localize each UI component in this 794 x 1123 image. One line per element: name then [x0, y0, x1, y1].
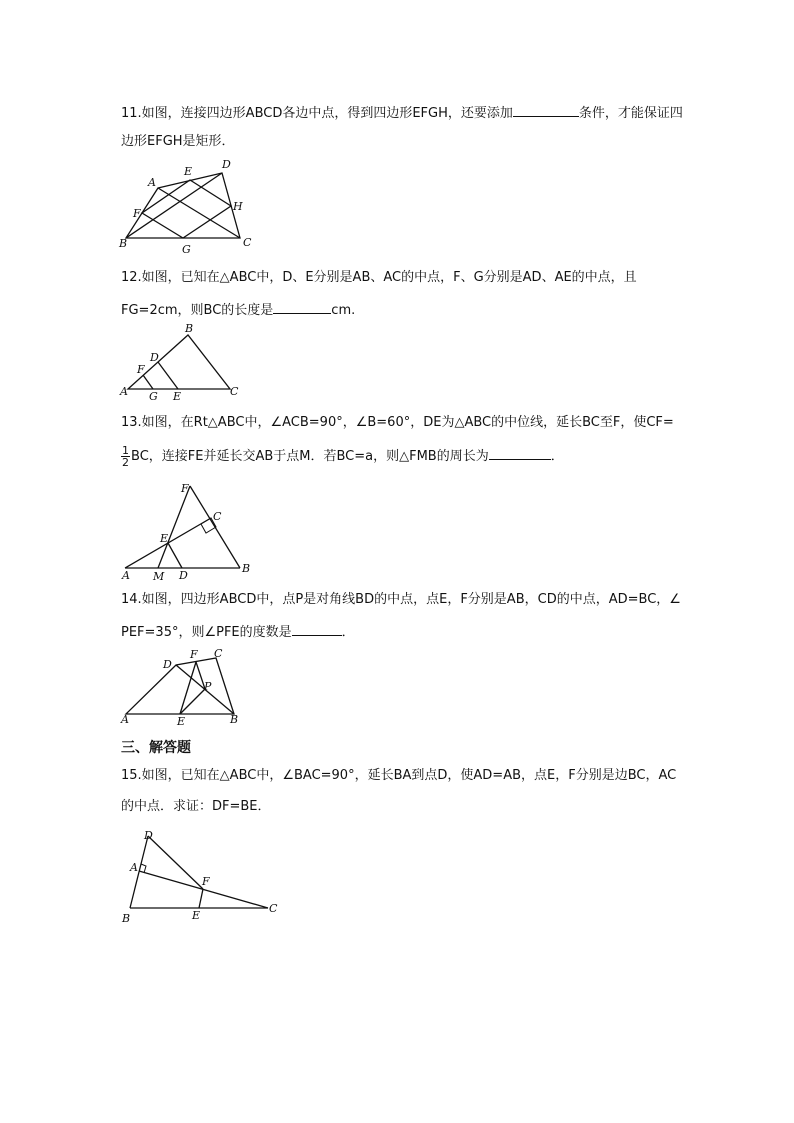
- q15-segment-fe: [199, 889, 203, 908]
- q13-label-m: M: [153, 570, 165, 583]
- q11-label-g: G: [182, 243, 191, 256]
- q12-label-f: F: [137, 363, 145, 376]
- q12-label-a: A: [120, 385, 128, 398]
- q12-answer-blank[interactable]: [273, 301, 331, 314]
- q11-label-d: D: [222, 158, 231, 171]
- q13-answer-blank[interactable]: [489, 447, 551, 460]
- q11-label-a: A: [148, 176, 156, 189]
- q12-label-g: G: [149, 390, 158, 403]
- q14-label-b: B: [230, 713, 239, 726]
- q13-fraction: [121, 445, 130, 468]
- q13-frac-denominator: 2: [122, 456, 129, 469]
- q14-label-a: A: [121, 713, 129, 726]
- q14-label-c: C: [214, 647, 223, 660]
- q14-text2: PEF=35°，则∠PFE的度数是: [121, 625, 292, 640]
- q13-segment-ed: [168, 543, 182, 568]
- q13-label-c: C: [213, 510, 222, 523]
- q13-line1: 13.如图，在Rt△ABC中，∠ACB=90°，∠B=60°，DE为△ABC的中位线，延长BC至F，使CF=: [121, 415, 674, 430]
- q14-label-p: P: [204, 680, 212, 693]
- q12-line2: [121, 301, 355, 319]
- q15-label-f: F: [202, 875, 210, 888]
- q11-line1: [121, 104, 683, 122]
- q12-label-e: E: [173, 390, 182, 403]
- q12-figure: [118, 323, 248, 403]
- q11-label-c: C: [243, 236, 252, 249]
- section-title-answers: 三、解答题: [121, 740, 191, 756]
- q12-text2: FG=2cm，则BC的长度是: [121, 303, 274, 318]
- q12-label-c: C: [230, 385, 239, 398]
- q13-segment-fb: [190, 486, 240, 568]
- q15-line1: 15.如图，已知在△ABC中，∠BAC=90°，延长BA到点D，使AD=AB，点E，F分别是边BC，AC: [121, 768, 677, 783]
- q11-text1-after: 条件，才能保证四: [578, 106, 683, 121]
- q11-text1: 11.如图，连接四边形ABCD各边中点，得到四边形EFGH，还要添加: [121, 106, 513, 121]
- q13-label-f: F: [181, 482, 189, 495]
- q15-figure: [118, 826, 288, 924]
- q11-label-f: F: [133, 207, 141, 220]
- q11-figure: [118, 160, 258, 260]
- q11-line2: 边形EFGH是矩形．: [121, 134, 235, 149]
- q14-label-f: F: [190, 648, 198, 661]
- q15-label-a: A: [130, 861, 138, 874]
- q12-line1: 12.如图，已知在△ABC中，D、E分别是AB、AC的中点，F、G分别是AD、AE的中点，且: [121, 270, 637, 285]
- q15-label-e: E: [192, 909, 201, 922]
- q13-label-e: E: [160, 532, 169, 545]
- q13-segment-fm: [158, 486, 190, 568]
- q14-label-d: D: [163, 658, 172, 671]
- q11-label-b: B: [119, 237, 128, 250]
- q13-text2: BC，连接FE并延长交AB于点M．若BC=a，则△FMB的周长为: [131, 449, 489, 464]
- q11-diagonal-bd: [126, 173, 222, 238]
- q12-text2-after: cm.: [331, 303, 356, 318]
- q12-segment-fg: [143, 375, 153, 389]
- q12-label-b: B: [185, 322, 194, 335]
- q15-label-d: D: [144, 829, 153, 842]
- q13-label-b: B: [242, 562, 251, 575]
- q13-frac-numerator: 1: [122, 444, 129, 457]
- q14-line2: [121, 623, 355, 641]
- q14-line1: 14.如图，四边形ABCD中，点P是对角线BD的中点，点E，F分别是AB，CD的中点，AD=BC，∠: [121, 592, 681, 607]
- q14-quad-abcd: [126, 658, 234, 714]
- q11-label-e: E: [184, 165, 193, 178]
- q11-label-h: H: [233, 200, 243, 213]
- q15-line2: 的中点．求证：DF=BE．: [121, 799, 271, 814]
- q14-answer-blank[interactable]: [292, 623, 342, 636]
- q12-label-d: D: [150, 351, 159, 364]
- q13-label-d: D: [179, 569, 188, 582]
- q11-answer-blank[interactable]: [513, 104, 579, 117]
- q13-figure: [118, 478, 258, 582]
- q14-text2-after: ．: [341, 625, 355, 640]
- q14-label-e: E: [177, 715, 186, 728]
- q14-figure: [118, 644, 258, 730]
- q15-label-c: C: [269, 902, 278, 915]
- q13-label-a: A: [122, 569, 130, 582]
- q13-text2-after: ．: [550, 449, 564, 464]
- q15-label-b: B: [122, 912, 131, 925]
- q12-segment-de: [158, 362, 178, 389]
- q12-triangle-abc: [128, 335, 230, 389]
- q13-line2: [121, 445, 564, 468]
